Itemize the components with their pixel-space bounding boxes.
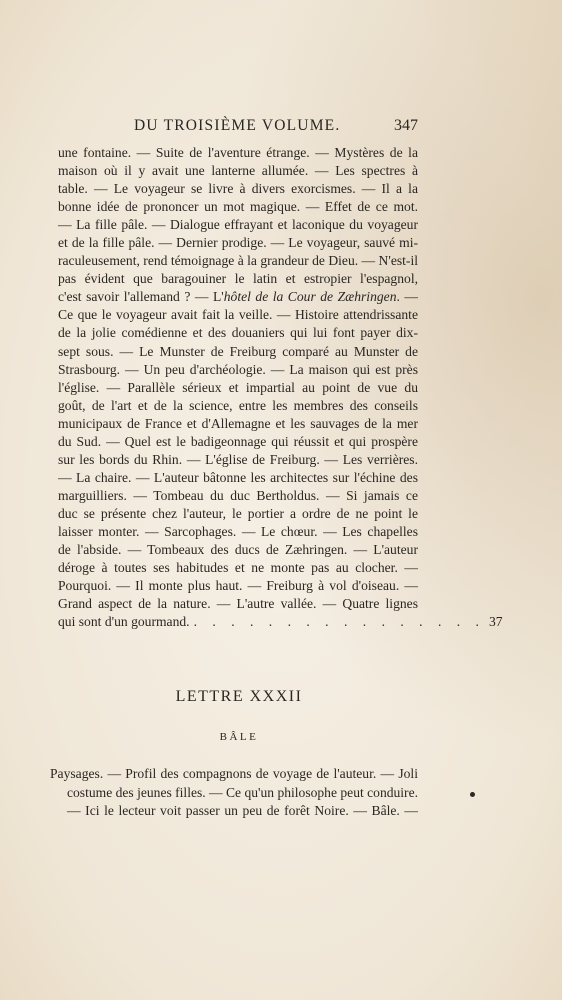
text-line [58, 198, 418, 216]
text-line [58, 505, 418, 523]
text-line [58, 288, 418, 306]
text-line [58, 144, 418, 162]
text-line [58, 379, 418, 397]
page-number: 347 [394, 117, 418, 134]
summary-line [50, 802, 418, 821]
text-line [58, 180, 418, 198]
summary-line [50, 784, 418, 803]
line-text: goût, de l'art et de la science, entre les membres des conseils [58, 397, 418, 413]
text-line [58, 270, 418, 288]
text-line-last [58, 613, 503, 631]
entry-page-number: 37 [488, 614, 503, 630]
line-text: marguilliers. — Tombeau du duc Bertholdus. — Si jamais ce [58, 487, 418, 503]
text-line [58, 162, 418, 180]
line-text: maison où il y avait une lanterne allumée. — Les spectres à [58, 163, 418, 179]
text-line [58, 541, 418, 559]
section-heading: LETTRE XXXII [175, 688, 303, 705]
text-line [58, 324, 418, 342]
line-text: — Ici le lecteur voit passer un peu de forêt Noire. — Bâle. — [67, 803, 418, 818]
ink-spot [470, 792, 475, 797]
line-text: sur les bords du Rhin. — L'église de Freiburg. — Les verrières. [58, 451, 418, 467]
summary-line [50, 765, 418, 784]
line-text: déroge à toutes ses habitudes et ne monte pas au clocher. — [58, 560, 418, 576]
text-line [58, 469, 418, 487]
line-text: Strasbourg. — Un peu d'archéologie. — La maison qui est près [58, 361, 418, 377]
line-text: Ce que le voyageur avait fait la veille. — Histoire attendrissante [58, 307, 418, 323]
text-line [58, 577, 418, 595]
table-of-contents-text [58, 144, 503, 631]
text-line [58, 595, 418, 613]
line-text: laisser monter. — Sarcophages. — Le chœur. — Les chapelles [58, 523, 418, 539]
text-line [58, 216, 418, 234]
text-line [58, 397, 418, 415]
line-text: duc se présente chez l'auteur, le portier a ordre de ne point le [58, 505, 418, 521]
text-line [58, 234, 418, 252]
line-text: de l'abside. — Tombeaux des ducs de Zæhringen. — L'auteur [58, 542, 418, 558]
line-text: municipaux de France et d'Allemagne et les sauvages de la mer [58, 415, 418, 431]
line-text: de la jolie comédienne et des douaniers qui lui font payer dix- [58, 325, 418, 341]
line-text: Pourquoi. — Il monte plus haut. — Freiburg à vol d'oiseau. — [58, 578, 418, 594]
line-text: costume des jeunes filles. — Ce qu'un philosophe peut conduire. [67, 784, 418, 800]
line-text: raculeusement, rend témoignage à la grandeur de Dieu. — N'est-il [58, 253, 418, 269]
section-place: BÂLE [219, 731, 259, 743]
line-text: Grand aspect de la nature. — L'autre vallée. — Quatre lignes [58, 596, 418, 612]
line-text: l'église. — Parallèle sérieux et impartial au point de vue du [58, 379, 418, 395]
line-text: sept sous. — Le Munster de Freiburg comparé au Munster de [58, 343, 418, 359]
text-line [58, 252, 418, 270]
line-text: table. — Le voyageur se livre à divers exorcismes. — Il a la [58, 181, 418, 197]
line-text: Paysages. — Profil des compagnons de voyage de l'auteur. — Joli [50, 766, 418, 781]
line-text: — La fille pâle. — Dialogue effrayant et laconique du voyageur [58, 217, 418, 233]
text-line [58, 523, 418, 541]
section-summary [50, 765, 418, 821]
line-text: qui sont d'un gourmand. [58, 614, 190, 630]
line-text: — La chaire. — L'auteur bâtonne les architectes sur l'échine des [58, 469, 418, 485]
text-line [58, 415, 418, 433]
line-text: pas évident que baragouiner le latin et estropier l'espagnol, [58, 271, 418, 287]
text-line [58, 361, 418, 379]
text-line [58, 559, 418, 577]
text-line [58, 433, 418, 451]
running-title: DU TROISIÈME VOLUME. [134, 117, 341, 134]
text-line [58, 343, 418, 361]
line-text: du Sud. — Quel est le badigeonnage qui réussit et qui prospère [58, 433, 418, 449]
line-text: c'est savoir l'allemand ? — L'hôtel de la Cour de Zæhringen. — [58, 289, 418, 305]
running-header [58, 117, 418, 137]
line-text: et de la fille pâle. — Dernier prodige. — Le voyageur, sauvé mi- [58, 235, 418, 251]
dot-leader: . . . . . . . . . . . . . . . . [193, 614, 485, 630]
text-line [58, 451, 418, 469]
text-line [58, 306, 418, 324]
line-text: une fontaine. — Suite de l'aventure étrange. — Mystères de la [58, 145, 418, 160]
text-line [58, 487, 418, 505]
line-text: bonne idée de prononcer un mot magique. — Effet de ce mot. [58, 199, 418, 215]
